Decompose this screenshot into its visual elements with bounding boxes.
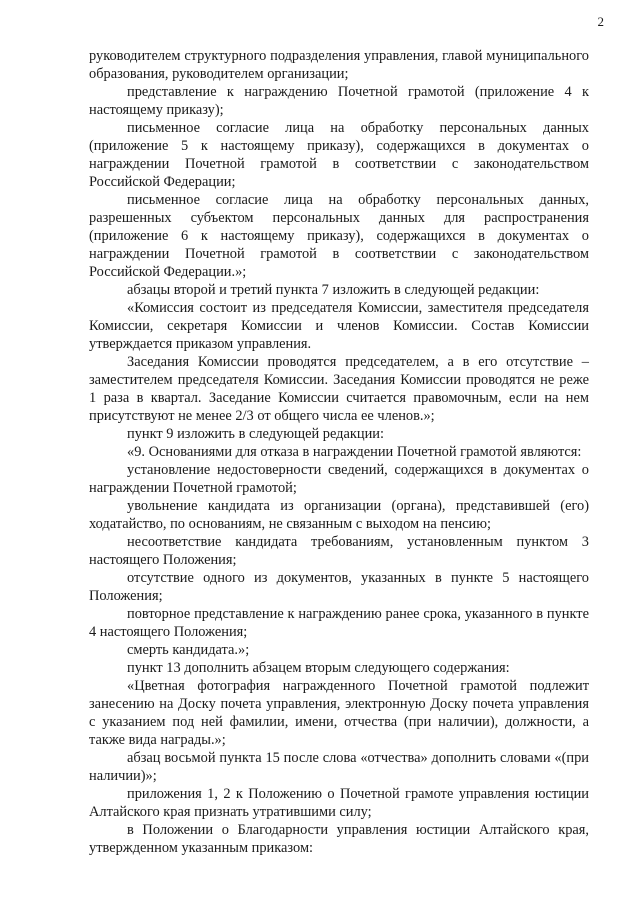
paragraph: письменное согласие лица на обработку персональных данных (приложение 5 к настоящему приказу), содержащихся в документах о награждении Почетной грамотой в соответствии с законодательством Российской Федерации;: [89, 120, 589, 190]
paragraph: несоответствие кандидата требованиям, установленным пунктом 3 настоящего Положения;: [89, 534, 589, 568]
paragraph: «Комиссия состоит из председателя Комиссии, заместителя председателя Комиссии, секретаря Комиссии и членов Комиссии. Состав Комиссии утверждается приказом управления.: [89, 300, 589, 352]
paragraph: абзац восьмой пункта 15 после слова «отчества» дополнить словами «(при наличии)»;: [89, 750, 589, 784]
paragraph: приложения 1, 2 к Положению о Почетной грамоте управления юстиции Алтайского края признать утратившими силу;: [89, 786, 589, 820]
paragraph: письменное согласие лица на обработку персональных данных, разрешенных субъектом персональных данных для распространения (приложение 6 к настоящему приказу), содержащихся в документах о награждении Почетной грамотой в соответствии с законодательством Российской Федерации.»;: [89, 192, 589, 280]
paragraph: «9. Основаниями для отказа в награждении Почетной грамотой являются:: [127, 444, 582, 460]
paragraph: абзацы второй и третий пункта 7 изложить в следующей редакции:: [127, 282, 540, 298]
paragraph: в Положении о Благодарности управления юстиции Алтайского края, утвержденном указанным приказом:: [89, 822, 589, 856]
document-body: [89, 47, 589, 857]
paragraph: отсутствие одного из документов, указанных в пункте 5 настоящего Положения;: [89, 570, 589, 604]
page-number: 2: [597, 14, 604, 29]
paragraph: увольнение кандидата из организации (органа), представившей (его) ходатайство, по основаниям, не связанным с выходом на пенсию;: [89, 498, 589, 532]
paragraph: руководителем структурного подразделения управления, главой муниципального образования, руководителем организации;: [89, 48, 589, 82]
paragraph: повторное представление к награждению ранее срока, указанного в пункте 4 настоящего Положения;: [89, 606, 589, 640]
paragraph: Заседания Комиссии проводятся председателем, а в его отсутствие – заместителем председателя Комиссии. Заседания Комиссии проводятся не реже 1 раза в квартал. Заседание Комиссии считается правомочным, если на нем присутствуют не менее 2/3 от общего числа ее членов.»;: [89, 354, 589, 424]
paragraph: «Цветная фотография награжденного Почетной грамотой подлежит занесению на Доску почета управления, электронную Доску почета управления с указанием под ней фамилии, имени, отчества (при наличии), должности, а также вида награды.»;: [89, 678, 589, 748]
paragraph: смерть кандидата.»;: [127, 642, 250, 658]
paragraph: представление к награждению Почетной грамотой (приложение 4 к настоящему приказу);: [89, 84, 589, 118]
paragraph: установление недостоверности сведений, содержащихся в документах о награждении Почетной грамотой;: [89, 462, 589, 496]
paragraph: пункт 9 изложить в следующей редакции:: [127, 426, 384, 442]
paragraph: пункт 13 дополнить абзацем вторым следующего содержания:: [127, 660, 510, 676]
